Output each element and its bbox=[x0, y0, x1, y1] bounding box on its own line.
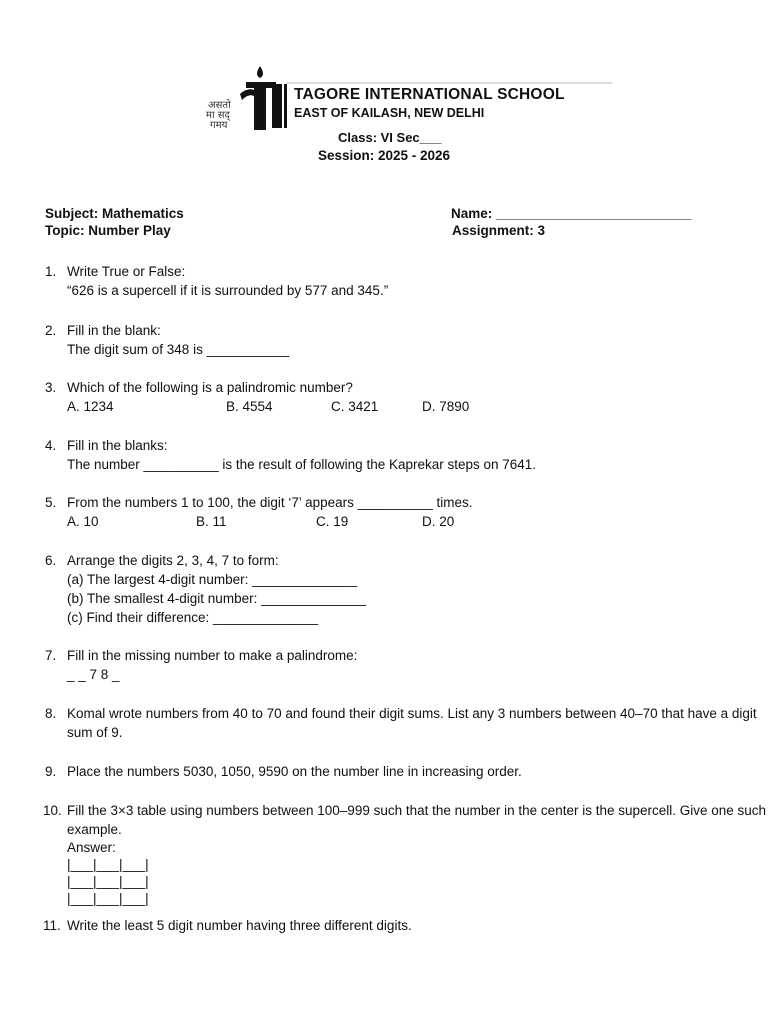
question-4 bbox=[45, 436, 745, 474]
question-text: example. bbox=[67, 822, 122, 837]
name-field-label: Name: __________________________ bbox=[451, 206, 692, 221]
question-text: (b) The smallest 4-digit number: ______________ bbox=[67, 591, 367, 606]
question-text: The number __________ is the result of following the Kaprekar steps on 7641. bbox=[67, 457, 537, 472]
question-number: 6. bbox=[45, 553, 57, 568]
question-2 bbox=[45, 321, 745, 359]
question-text: Write the least 5 digit number having three different digits. bbox=[67, 918, 412, 933]
question-number: 1. bbox=[45, 264, 57, 279]
question-number: 11. bbox=[43, 918, 61, 933]
subject-label: Subject: Mathematics bbox=[45, 206, 184, 221]
question-10 bbox=[43, 801, 767, 907]
question-text: Which of the following is a palindromic number? bbox=[67, 380, 353, 395]
option: C. 3421 bbox=[331, 399, 379, 414]
question-number: 5. bbox=[45, 495, 57, 510]
question-number: 9. bbox=[45, 764, 57, 779]
question-text: From the numbers 1 to 100, the digit ‘7’ appears __________ times. bbox=[67, 495, 473, 510]
question-number: 7. bbox=[45, 648, 57, 663]
option: B. 4554 bbox=[226, 399, 273, 414]
question-text: Fill in the blanks: bbox=[67, 438, 168, 453]
logo-text-line: गमय bbox=[210, 120, 228, 131]
question-text: Fill in the blank: bbox=[67, 323, 161, 338]
school-address: EAST OF KAILASH, NEW DELHI bbox=[294, 106, 485, 120]
question-text: Fill in the missing number to make a palindrome: bbox=[67, 648, 358, 663]
question-11 bbox=[45, 916, 745, 935]
answer-table-row: |___|___|___| bbox=[67, 874, 149, 889]
question-5 bbox=[45, 493, 745, 533]
class-line bbox=[338, 130, 442, 146]
question-number: 8. bbox=[45, 706, 57, 721]
question-text: (c) Find their difference: ______________ bbox=[67, 610, 319, 625]
assignment-label: Assignment: 3 bbox=[452, 223, 546, 238]
option: C. 19 bbox=[316, 514, 349, 529]
question-number: 4. bbox=[45, 438, 57, 453]
option: A. 10 bbox=[67, 514, 99, 529]
school-name: TAGORE INTERNATIONAL SCHOOL bbox=[294, 86, 565, 103]
question-text: _ _ 7 8 _ bbox=[67, 667, 120, 682]
logo-text-line: मा सद् bbox=[206, 110, 230, 121]
question-text: Write True or False: bbox=[67, 264, 186, 279]
question-3 bbox=[45, 378, 745, 418]
question-text: Komal wrote numbers from 40 to 70 and found their digit sums. List any 3 numbers between 40–70 that have a digit bbox=[67, 706, 757, 721]
question-number: 2. bbox=[45, 323, 57, 338]
answer-label: Answer: bbox=[67, 840, 116, 855]
question-9 bbox=[45, 762, 745, 781]
question-text: sum of 9. bbox=[67, 725, 123, 740]
option: D. 20 bbox=[422, 514, 455, 529]
question-8 bbox=[45, 704, 757, 742]
option: D. 7890 bbox=[422, 399, 470, 414]
logo-text-line: असतो bbox=[208, 100, 231, 111]
question-6 bbox=[45, 551, 745, 627]
question-text: Fill the 3×3 table using numbers between 100–999 such that the number in the center is the supercell. Give one such bbox=[67, 803, 767, 818]
answer-table-row: |___|___|___| bbox=[67, 891, 149, 906]
question-1 bbox=[45, 262, 745, 300]
answer-table-row: |___|___|___| bbox=[67, 857, 149, 872]
question-text: “626 is a supercell if it is surrounded by 577 and 345.” bbox=[67, 283, 389, 298]
question-text: (a) The largest 4-digit number: ______________ bbox=[67, 572, 358, 587]
topic-label: Topic: Number Play bbox=[45, 223, 171, 238]
question-text: Place the numbers 5030, 1050, 9590 on the number line in increasing order. bbox=[67, 764, 522, 779]
session-line: Session: 2025 - 2026 bbox=[317, 148, 451, 163]
question-7 bbox=[45, 646, 745, 684]
option: B. 11 bbox=[196, 514, 227, 529]
question-text: The digit sum of 348 is ___________ bbox=[67, 342, 290, 357]
question-number: 3. bbox=[45, 380, 57, 395]
question-text: Arrange the digits 2, 3, 4, 7 to form: bbox=[67, 553, 279, 568]
question-number: 10. bbox=[43, 803, 62, 818]
class-line-text: Class: VI Sec___ bbox=[338, 130, 442, 145]
option: A. 1234 bbox=[67, 399, 114, 414]
